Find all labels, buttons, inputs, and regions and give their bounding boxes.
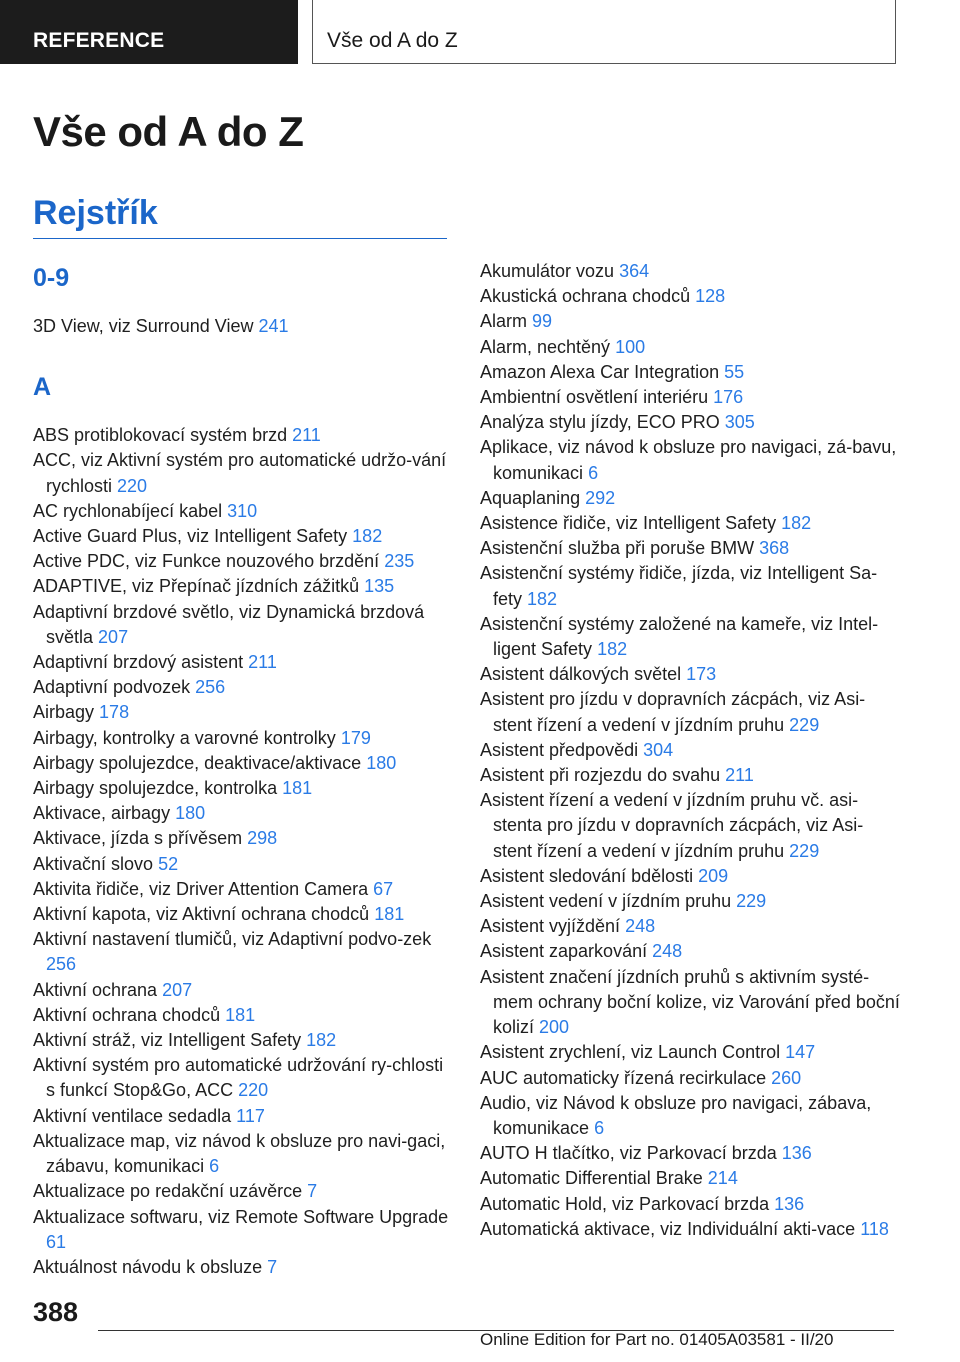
index-entry <box>480 360 900 385</box>
page-reference-link[interactable]: 260 <box>771 1067 802 1088</box>
index-entry-text: Airbagy, kontrolky a varovné kontrolky <box>33 727 336 748</box>
index-entry <box>33 826 449 851</box>
page-reference-link[interactable]: 180 <box>175 803 206 824</box>
page-reference-link[interactable]: 118 <box>860 1218 889 1239</box>
page-reference-link[interactable]: 178 <box>99 702 130 723</box>
index-entry-text: Aktivace, airbagy <box>33 803 171 824</box>
index-entry-text: Akumulátor vozu <box>480 261 615 281</box>
index-entry <box>33 549 449 574</box>
page-reference-link[interactable]: 211 <box>292 425 321 446</box>
index-entry-text: AUTO H tlačítko, viz Parkovací brzda <box>480 1143 777 1164</box>
page-reference-link[interactable]: 61 <box>46 1231 67 1252</box>
index-entry <box>33 314 449 339</box>
index-entry <box>33 1053 449 1103</box>
page-reference-link[interactable]: 176 <box>713 387 744 408</box>
page-reference-link[interactable]: 368 <box>759 538 790 559</box>
index-entry-text: Asistent při rozjezdu do svahu <box>480 765 721 786</box>
index-entry <box>480 763 900 788</box>
page-reference-link[interactable]: 7 <box>307 1181 318 1202</box>
page-reference-link[interactable]: 364 <box>619 261 650 281</box>
page-reference-link[interactable]: 256 <box>46 954 77 975</box>
index-entry-text: Aktualizace po redakční uzávěrce <box>33 1181 303 1202</box>
chapter-tab[interactable]: Vše od A do Z <box>312 0 896 64</box>
index-entry-text: Adaptivní brzdové světlo, viz Dynamická brzdová světla <box>33 601 425 647</box>
index-entry <box>33 448 449 498</box>
index-letter-heading: A <box>33 373 52 402</box>
index-entry <box>480 259 900 284</box>
page-reference-link[interactable]: 181 <box>282 778 313 799</box>
index-entry <box>480 1141 900 1166</box>
index-entry <box>480 284 900 309</box>
page-reference-link[interactable]: 55 <box>724 361 745 382</box>
page-reference-link[interactable]: 298 <box>247 828 278 849</box>
page-reference-link[interactable]: 52 <box>158 853 179 874</box>
index-entry-text: Asistent zaparkování <box>480 941 648 962</box>
index-entry <box>33 650 449 675</box>
index-entry-text: Aktivní systém pro automatické udržování ry-chlosti s funkcí Stop&Go, ACC <box>33 1055 444 1101</box>
index-entry-text: Asistenční systémy řidiče, jízda, viz Intelligent Sa-fety <box>480 563 878 609</box>
index-entry <box>480 1192 900 1217</box>
index-entry <box>480 511 900 536</box>
index-entry-text: Audio, viz Návod k obsluze pro navigaci, zábava, komunikace <box>480 1092 872 1138</box>
page-reference-link[interactable]: 136 <box>774 1193 805 1214</box>
section-divider <box>33 238 447 239</box>
page-reference-link[interactable]: 214 <box>707 1168 738 1189</box>
footer-edition-text: Online Edition for Part no. 01405A03581 - II/20 <box>480 1330 834 1349</box>
index-entry-text: Asistent pro jízdu v dopravních zácpách, viz Asi-stent řízení a vedení v jízdním pruhu <box>480 689 866 735</box>
index-entry-text: Aktuálnost návodu k obsluze <box>33 1256 263 1277</box>
page-reference-link[interactable]: 180 <box>366 752 397 773</box>
index-entry <box>480 662 900 687</box>
index-entry-text: Aktivní ochrana chodců <box>33 1004 221 1025</box>
index-entry-text: Aktivní stráž, viz Intelligent Safety <box>33 1030 302 1051</box>
page-reference-link[interactable]: 292 <box>585 487 616 508</box>
index-entry <box>33 877 449 902</box>
page-reference-link[interactable]: 182 <box>597 639 628 660</box>
index-entry-text: Aktivita řidiče, viz Driver Attention Camera <box>33 878 369 899</box>
index-entry <box>33 978 449 1003</box>
page-reference-link[interactable]: 179 <box>340 727 371 748</box>
index-entry <box>33 499 449 524</box>
page-reference-link[interactable]: 241 <box>258 316 289 336</box>
page-reference-link[interactable]: 182 <box>306 1030 337 1051</box>
index-entry <box>33 1255 449 1280</box>
index-entry <box>33 524 449 549</box>
index-entry-text: Aktivní ochrana <box>33 979 158 1000</box>
page-reference-link[interactable]: 229 <box>789 714 820 735</box>
index-entry-text: ACC, viz Aktivní systém pro automatické udržo-vání rychlosti <box>33 450 447 496</box>
page-reference-link[interactable]: 181 <box>225 1004 256 1025</box>
index-entry-text: Adaptivní podvozek <box>33 677 191 698</box>
page-reference-link[interactable]: 310 <box>227 500 258 521</box>
index-entry-text: Asistent zrychlení, viz Launch Control <box>480 1042 781 1063</box>
page-reference-link[interactable]: 117 <box>236 1105 265 1126</box>
page-reference-link[interactable]: 305 <box>724 412 755 433</box>
index-entry-text: Aktivace, jízda s přívěsem <box>33 828 243 849</box>
page-reference-link[interactable]: 207 <box>162 979 193 1000</box>
index-entry-text: Asistenční systémy založené na kameře, viz Intel-ligent Safety <box>480 613 879 660</box>
index-entry <box>33 1205 449 1255</box>
index-entry-text: Asistent značení jízdních pruhů s aktivním systé-mem ochrany boční kolize, viz Varování před boční kolizí <box>480 966 900 1038</box>
index-entry <box>33 1028 449 1053</box>
index-entry <box>480 309 900 334</box>
index-entry-text: ADAPTIVE, viz Přepínač jízdních zážitků <box>33 576 360 597</box>
page-reference-link[interactable]: 182 <box>352 526 383 547</box>
index-entry <box>480 1040 900 1065</box>
index-entry <box>33 1104 449 1129</box>
page-reference-link[interactable]: 229 <box>789 840 820 861</box>
section-tab[interactable]: REFERENCE <box>0 0 298 64</box>
index-entry <box>480 335 900 360</box>
index-entry-text: Aktivní kapota, viz Aktivní ochrana chodců <box>33 904 370 925</box>
page-reference-link[interactable]: 182 <box>527 588 558 609</box>
page-reference-link[interactable]: 229 <box>736 891 767 912</box>
index-entry <box>33 852 449 877</box>
index-entry <box>480 939 900 964</box>
index-entry-text: Adaptivní brzdový asistent <box>33 652 244 673</box>
index-entry-text: Automatická aktivace, viz Individuální akti-vace <box>480 1218 856 1239</box>
index-entry <box>480 1217 900 1242</box>
page-reference-link[interactable]: 200 <box>539 1017 570 1038</box>
index-entry-text: Active PDC, viz Funkce nouzového brzdění <box>33 551 380 572</box>
index-entry <box>33 675 449 700</box>
index-entry-text: Aktualizace softwaru, viz Remote Software Upgrade <box>33 1206 449 1227</box>
index-entry-text: Akustická ochrana chodců <box>480 286 691 307</box>
page-reference-link[interactable]: 248 <box>625 916 656 937</box>
index-entry-text: Ambientní osvětlení interiéru <box>480 387 709 408</box>
page-reference-link[interactable]: 182 <box>781 513 812 534</box>
index-entry-text: Alarm, nechtěný <box>480 336 611 357</box>
page-reference-link[interactable]: 220 <box>117 475 148 496</box>
page-reference-link[interactable]: 135 <box>364 576 395 597</box>
page-reference-link[interactable]: 211 <box>248 652 277 673</box>
page-reference-link[interactable]: 207 <box>98 626 129 647</box>
page-reference-link[interactable]: 100 <box>615 336 646 357</box>
index-column-right <box>480 259 900 1242</box>
index-entry <box>33 423 449 448</box>
index-entry <box>33 801 449 826</box>
index-entry-text: Asistent sledování bdělosti <box>480 865 694 886</box>
index-entry <box>480 385 900 410</box>
index-entry-text: Aktivní ventilace sedadla <box>33 1105 232 1126</box>
index-entry-text: Asistent vyjíždění <box>480 916 621 937</box>
page-reference-link[interactable]: 7 <box>267 1256 278 1277</box>
page-reference-link[interactable]: 235 <box>384 551 415 572</box>
index-entry-text: Aktualizace map, viz návod k obsluze pro navi-gaci, zábavu, komunikaci <box>33 1130 446 1177</box>
page-number: 388 <box>33 1297 79 1327</box>
index-entry-text: Amazon Alexa Car Integration <box>480 361 720 382</box>
index-entry <box>480 410 900 435</box>
index-entry-text: Asistent dálkových světel <box>480 664 682 685</box>
index-entry <box>33 751 449 776</box>
page-reference-link[interactable]: 128 <box>695 286 726 307</box>
index-entry <box>480 1166 900 1191</box>
page-reference-link[interactable]: 181 <box>374 904 405 925</box>
page-reference-link[interactable]: 220 <box>238 1080 269 1101</box>
index-entry <box>33 902 449 927</box>
index-entry <box>33 700 449 725</box>
index-entry-text: 3D View, viz Surround View <box>33 316 254 336</box>
index-entry <box>480 536 900 561</box>
page-reference-link[interactable]: 209 <box>698 865 729 886</box>
index-entry-text: Analýza stylu jízdy, ECO PRO <box>480 412 720 433</box>
index-entry <box>33 1179 449 1204</box>
index-entry <box>33 726 449 751</box>
index-entry-text: Automatic Hold, viz Parkovací brzda <box>480 1193 770 1214</box>
index-entry-text: Aplikace, viz návod k obsluze pro navigaci, zá-bavu, komunikaci <box>480 437 897 483</box>
index-entry <box>480 864 900 889</box>
index-entry <box>480 738 900 763</box>
page-reference-link[interactable]: 99 <box>532 311 553 332</box>
page-reference-link[interactable]: 304 <box>643 739 674 760</box>
index-entry-text: Asistenční služba při poruše BMW <box>480 538 755 559</box>
page-reference-link[interactable]: 256 <box>195 677 226 698</box>
index-entry-text: AC rychlonabíjecí kabel <box>33 500 223 521</box>
page-reference-link[interactable]: 136 <box>781 1143 812 1164</box>
index-entry-text: AUC automaticky řízená recirkulace <box>480 1067 767 1088</box>
page-reference-link[interactable]: 173 <box>686 664 717 685</box>
index-entry <box>480 486 900 511</box>
index-entry <box>480 435 900 485</box>
index-entry-text: Asistent předpovědi <box>480 739 639 760</box>
index-entry-text: Airbagy <box>33 702 95 723</box>
index-entry-text: Asistent řízení a vedení v jízdním pruhu vč. asi-stenta pro jízdu v dopravních zácpách, viz Asi-stent řízení a vedení v jízdním pruhu <box>480 790 864 861</box>
page-reference-link[interactable]: 6 <box>209 1156 220 1177</box>
index-entry <box>33 1003 449 1028</box>
index-column-left <box>33 255 449 1280</box>
index-entry-text: Asistence řidiče, viz Intelligent Safety <box>480 513 777 534</box>
index-entry <box>33 600 449 650</box>
index-entry <box>33 1129 449 1179</box>
index-entry-text: ABS protiblokovací systém brzd <box>33 425 288 446</box>
index-entry-text: Aktivační slovo <box>33 853 154 874</box>
page-reference-link[interactable]: 248 <box>652 941 683 962</box>
page-reference-link[interactable]: 6 <box>594 1117 605 1138</box>
index-entry <box>480 788 900 864</box>
page-reference-link[interactable]: 6 <box>588 462 599 483</box>
page-reference-link[interactable]: 67 <box>373 878 394 899</box>
index-entry <box>480 687 900 737</box>
index-entry-text: Airbagy spolujezdce, kontrolka <box>33 778 278 799</box>
index-entry-text: Aquaplaning <box>480 487 581 508</box>
index-entry-text: Asistent vedení v jízdním pruhu <box>480 891 732 912</box>
index-entry <box>480 561 900 611</box>
index-entry <box>480 965 900 1041</box>
index-entry-text: Automatic Differential Brake <box>480 1168 703 1189</box>
index-entry-text: Active Guard Plus, viz Intelligent Safety <box>33 526 348 547</box>
index-entry-text: Aktivní nastavení tlumičů, viz Adaptivní podvo-zek <box>33 929 432 950</box>
index-letter-heading: 0-9 <box>33 264 70 292</box>
section-title: Rejstřík <box>33 194 158 232</box>
index-entry <box>33 927 449 977</box>
page-title: Vše od A do Z <box>33 108 304 155</box>
index-entry <box>33 776 449 801</box>
index-entry-text: Airbagy spolujezdce, deaktivace/aktivace <box>33 752 362 773</box>
index-entry <box>480 1091 900 1141</box>
index-entry <box>480 889 900 914</box>
index-entry <box>480 914 900 939</box>
page-reference-link[interactable]: 211 <box>725 765 754 786</box>
index-entry <box>480 1066 900 1091</box>
page-reference-link[interactable]: 147 <box>785 1042 816 1063</box>
index-entry <box>33 574 449 599</box>
index-entry <box>480 612 900 662</box>
index-entry-text: Alarm <box>480 311 528 332</box>
